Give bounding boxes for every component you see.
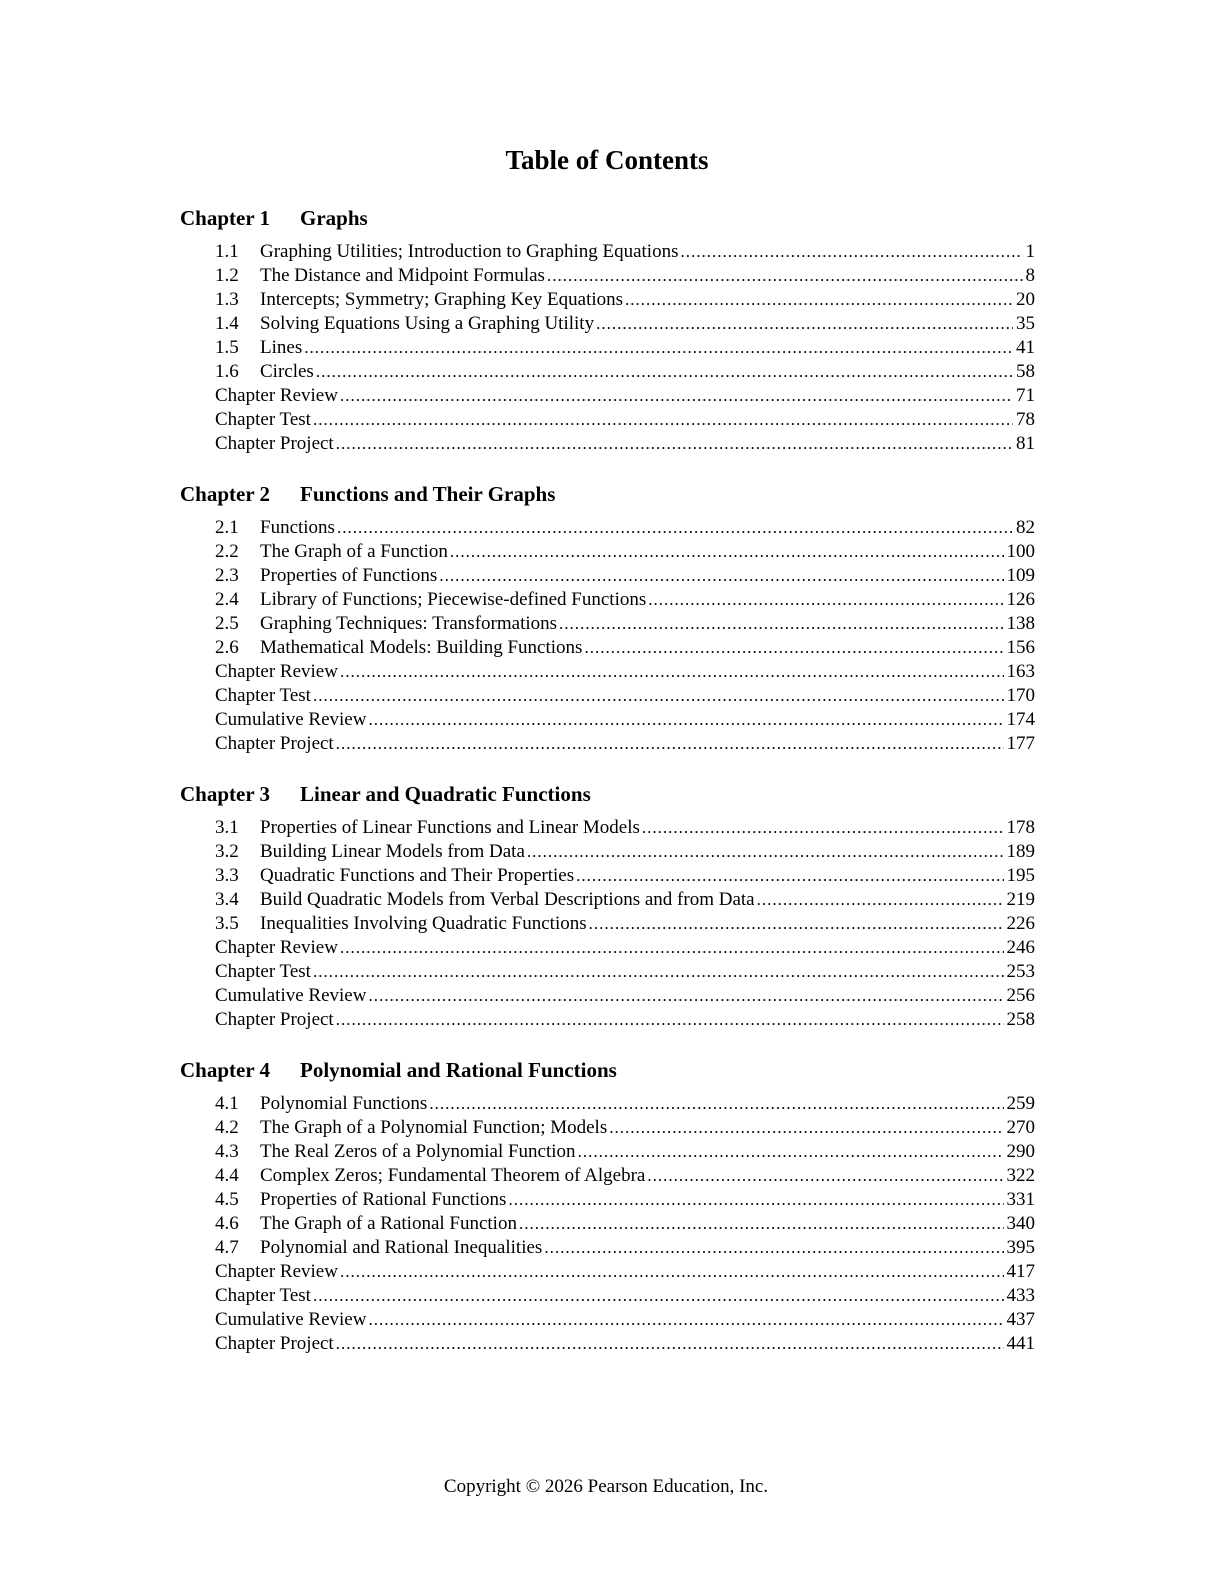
section-title: Properties of Linear Functions and Linear Models	[260, 817, 640, 838]
dot-leader	[648, 588, 1003, 612]
section-title: Cumulative Review	[215, 985, 367, 1006]
page-number: 170	[1006, 685, 1035, 706]
section-title: Inequalities Involving Quadratic Functions	[260, 913, 587, 934]
dot-leader	[584, 636, 1003, 660]
page-number: 246	[1006, 937, 1035, 958]
section-title: Properties of Rational Functions	[260, 1189, 507, 1210]
section-title: Chapter Review	[215, 937, 338, 958]
page-number: 253	[1006, 961, 1035, 982]
page-number: 156	[1006, 637, 1035, 658]
section-title: Lines	[260, 337, 303, 358]
chapter-heading[interactable]	[180, 480, 1035, 508]
dot-leader	[450, 540, 1004, 564]
section-number: 4.3	[215, 1141, 239, 1162]
chapter-4	[180, 1056, 1035, 1356]
page-number: 258	[1006, 1009, 1035, 1030]
page-number: 340	[1006, 1213, 1035, 1234]
page-number: 109	[1006, 565, 1035, 586]
toc-entry[interactable]	[215, 1260, 1035, 1284]
page-number: 259	[1006, 1093, 1035, 1114]
page-number: 35	[1016, 313, 1035, 334]
section-number: 1.6	[215, 361, 239, 382]
section-title: Build Quadratic Models from Verbal Descriptions and from Data	[260, 889, 755, 910]
toc-entry[interactable]	[215, 816, 1035, 840]
section-number: 3.4	[215, 889, 239, 910]
chapter-number: Chapter 1	[180, 206, 271, 230]
toc-entry[interactable]	[215, 408, 1035, 432]
toc-entry[interactable]	[215, 1236, 1035, 1260]
chapter-2	[180, 480, 1035, 756]
dot-leader	[642, 816, 1004, 840]
section-number: 3.2	[215, 841, 239, 862]
section-title: Polynomial Functions	[260, 1093, 428, 1114]
section-number: 1.4	[215, 313, 239, 334]
page-number: 195	[1006, 865, 1035, 886]
section-title: Mathematical Models: Building Functions	[260, 637, 583, 658]
section-title: Building Linear Models from Data	[260, 841, 525, 862]
toc-entry[interactable]	[215, 588, 1035, 612]
chapter-title: Polynomial and Rational Functions	[300, 1058, 617, 1082]
section-title: The Graph of a Rational Function	[260, 1213, 517, 1234]
dot-leader	[304, 336, 1013, 360]
page-number: 226	[1006, 913, 1035, 934]
page-number: 177	[1006, 733, 1035, 754]
toc-entry[interactable]	[215, 1332, 1035, 1356]
dot-leader	[609, 1116, 1003, 1140]
section-title: Chapter Test	[215, 409, 311, 430]
chapter-heading[interactable]	[180, 1056, 1035, 1084]
section-title: Graphing Utilities; Introduction to Graphing Equations	[260, 241, 679, 262]
toc-entry[interactable]	[215, 312, 1035, 336]
toc-entry[interactable]	[215, 1212, 1035, 1236]
chapter-title: Functions and Their Graphs	[300, 482, 556, 506]
dot-leader	[527, 840, 1004, 864]
section-title: Chapter Review	[215, 661, 338, 682]
toc-entry[interactable]	[215, 840, 1035, 864]
chapter-1	[180, 204, 1035, 456]
chapter-number: Chapter 4	[180, 1058, 271, 1082]
toc-entry[interactable]	[215, 264, 1035, 288]
section-number: 2.3	[215, 565, 239, 586]
toc-entry[interactable]	[215, 936, 1035, 960]
toc-entry[interactable]	[215, 540, 1035, 564]
toc-entry[interactable]	[215, 612, 1035, 636]
page-number: 81	[1016, 433, 1035, 454]
toc-entry[interactable]	[215, 708, 1035, 732]
page-title: Table of Contents	[505, 145, 709, 175]
copyright-footer: Copyright © 2026 Pearson Education, Inc.	[443, 1476, 769, 1497]
section-title: Graphing Techniques: Transformations	[260, 613, 558, 634]
page-number: 126	[1006, 589, 1035, 610]
chapter-title: Graphs	[300, 206, 368, 230]
toc-entry[interactable]	[215, 1164, 1035, 1188]
dot-leader	[578, 1140, 1004, 1164]
page-number: 290	[1006, 1141, 1035, 1162]
section-number: 1.3	[215, 289, 239, 310]
toc-entry[interactable]	[215, 684, 1035, 708]
section-title: Polynomial and Rational Inequalities	[260, 1237, 543, 1258]
toc-entry[interactable]	[215, 660, 1035, 684]
toc-entry[interactable]	[215, 1140, 1035, 1164]
page-number: 8	[1025, 265, 1035, 286]
section-title: Chapter Review	[215, 1261, 338, 1282]
page-number: 1	[1025, 241, 1035, 262]
dot-leader	[680, 240, 1022, 264]
section-number: 2.2	[215, 541, 239, 562]
chapter-number: Chapter 2	[180, 482, 271, 506]
section-title: The Graph of a Function	[260, 541, 448, 562]
toc-entry[interactable]	[215, 360, 1035, 384]
section-title: Chapter Project	[215, 433, 334, 454]
toc-entry[interactable]	[215, 636, 1035, 660]
page-number: 437	[1006, 1309, 1035, 1330]
toc-entry[interactable]	[215, 1116, 1035, 1140]
toc-entry[interactable]	[215, 1188, 1035, 1212]
page-number: 322	[1006, 1165, 1035, 1186]
chapter-title: Linear and Quadratic Functions	[300, 782, 591, 806]
section-title: Complex Zeros; Fundamental Theorem of Algebra	[260, 1165, 646, 1186]
page-number: 178	[1006, 817, 1035, 838]
section-number: 3.1	[215, 817, 239, 838]
dot-leader	[368, 984, 1003, 1008]
section-title: Functions	[260, 517, 335, 538]
section-number: 1.5	[215, 337, 239, 358]
toc-entry[interactable]	[215, 1308, 1035, 1332]
toc-entry[interactable]	[215, 888, 1035, 912]
dot-leader	[368, 1308, 1003, 1332]
toc-entry[interactable]	[215, 864, 1035, 888]
page-number: 41	[1016, 337, 1035, 358]
chapter-number: Chapter 3	[180, 782, 271, 806]
dot-leader	[340, 936, 1004, 960]
page-number: 433	[1006, 1285, 1035, 1306]
dot-leader	[336, 1008, 1004, 1032]
page-number: 417	[1006, 1261, 1035, 1282]
dot-leader	[625, 288, 1013, 312]
section-title: Chapter Test	[215, 961, 311, 982]
page-number: 270	[1006, 1117, 1035, 1138]
dot-leader	[316, 360, 1013, 384]
section-title: Chapter Project	[215, 733, 334, 754]
section-number: 2.4	[215, 589, 239, 610]
dot-leader	[757, 888, 1004, 912]
toc-entry[interactable]	[215, 1092, 1035, 1116]
page-number: 441	[1006, 1333, 1035, 1354]
dot-leader	[313, 684, 1004, 708]
toc-entry[interactable]	[215, 984, 1035, 1008]
section-number: 2.1	[215, 517, 239, 538]
toc-entry[interactable]	[215, 1008, 1035, 1032]
page-number: 219	[1006, 889, 1035, 910]
dot-leader	[576, 864, 1003, 888]
section-title: Chapter Test	[215, 1285, 311, 1306]
chapter-heading[interactable]	[180, 780, 1035, 808]
dot-leader	[340, 384, 1013, 408]
dot-leader	[337, 516, 1013, 540]
section-title: Chapter Review	[215, 385, 338, 406]
toc-entry[interactable]	[215, 384, 1035, 408]
dot-leader	[508, 1188, 1003, 1212]
section-title: Cumulative Review	[215, 709, 367, 730]
page-number: 82	[1016, 517, 1035, 538]
section-title: Library of Functions; Piecewise-defined Functions	[260, 589, 647, 610]
toc-entry[interactable]	[215, 1284, 1035, 1308]
toc-entry[interactable]	[215, 516, 1035, 540]
dot-leader	[589, 912, 1004, 936]
dot-leader	[336, 432, 1013, 456]
page-number: 58	[1016, 361, 1035, 382]
page-number: 78	[1016, 409, 1035, 430]
section-title: Circles	[260, 361, 314, 382]
dot-leader	[596, 312, 1013, 336]
dot-leader	[336, 732, 1004, 756]
toc-entry[interactable]	[215, 960, 1035, 984]
dot-leader	[313, 408, 1013, 432]
dot-leader	[313, 1284, 1004, 1308]
page-number: 189	[1006, 841, 1035, 862]
chapter-3	[180, 780, 1035, 1032]
section-number: 2.6	[215, 637, 239, 658]
section-title: Chapter Project	[215, 1333, 334, 1354]
section-title: Properties of Functions	[260, 565, 438, 586]
toc-entry[interactable]	[215, 336, 1035, 360]
section-title: Intercepts; Symmetry; Graphing Key Equations	[260, 289, 624, 310]
dot-leader	[368, 708, 1003, 732]
page-number: 71	[1016, 385, 1035, 406]
section-title: Cumulative Review	[215, 1309, 367, 1330]
section-number: 2.5	[215, 613, 239, 634]
section-number: 1.1	[215, 241, 239, 262]
section-title: The Distance and Midpoint Formulas	[260, 265, 545, 286]
page-number: 138	[1006, 613, 1035, 634]
page-number: 174	[1006, 709, 1035, 730]
dot-leader	[429, 1092, 1003, 1116]
section-title: Quadratic Functions and Their Properties	[260, 865, 575, 886]
toc-entry[interactable]	[215, 912, 1035, 936]
toc-entry[interactable]	[215, 240, 1035, 264]
dot-leader	[519, 1212, 1004, 1236]
section-title: Chapter Project	[215, 1009, 334, 1030]
dot-leader	[439, 564, 1003, 588]
table-of-contents	[180, 204, 1035, 1380]
page-number: 20	[1016, 289, 1035, 310]
toc-entry[interactable]	[215, 564, 1035, 588]
dot-leader	[336, 1332, 1004, 1356]
section-title: The Real Zeros of a Polynomial Function	[260, 1141, 576, 1162]
dot-leader	[547, 264, 1023, 288]
page-number: 331	[1006, 1189, 1035, 1210]
toc-entry[interactable]	[215, 732, 1035, 756]
section-number: 4.4	[215, 1165, 239, 1186]
section-number: 3.3	[215, 865, 239, 886]
page-number: 395	[1006, 1237, 1035, 1258]
page-number: 163	[1006, 661, 1035, 682]
section-number: 1.2	[215, 265, 239, 286]
dot-leader	[340, 1260, 1004, 1284]
section-number: 4.2	[215, 1117, 239, 1138]
toc-entry[interactable]	[215, 288, 1035, 312]
page-number: 100	[1006, 541, 1035, 562]
toc-entry[interactable]	[215, 432, 1035, 456]
dot-leader	[559, 612, 1003, 636]
page-number: 256	[1006, 985, 1035, 1006]
dot-leader	[544, 1236, 1003, 1260]
dot-leader	[313, 960, 1004, 984]
section-number: 4.1	[215, 1093, 239, 1114]
dot-leader	[340, 660, 1004, 684]
section-number: 4.5	[215, 1189, 239, 1210]
dot-leader	[647, 1164, 1003, 1188]
section-number: 4.6	[215, 1213, 239, 1234]
section-number: 3.5	[215, 913, 239, 934]
section-title: Solving Equations Using a Graphing Utility	[260, 313, 595, 334]
section-title: The Graph of a Polynomial Function; Models	[260, 1117, 608, 1138]
chapter-heading[interactable]	[180, 204, 1035, 232]
section-title: Chapter Test	[215, 685, 311, 706]
section-number: 4.7	[215, 1237, 239, 1258]
